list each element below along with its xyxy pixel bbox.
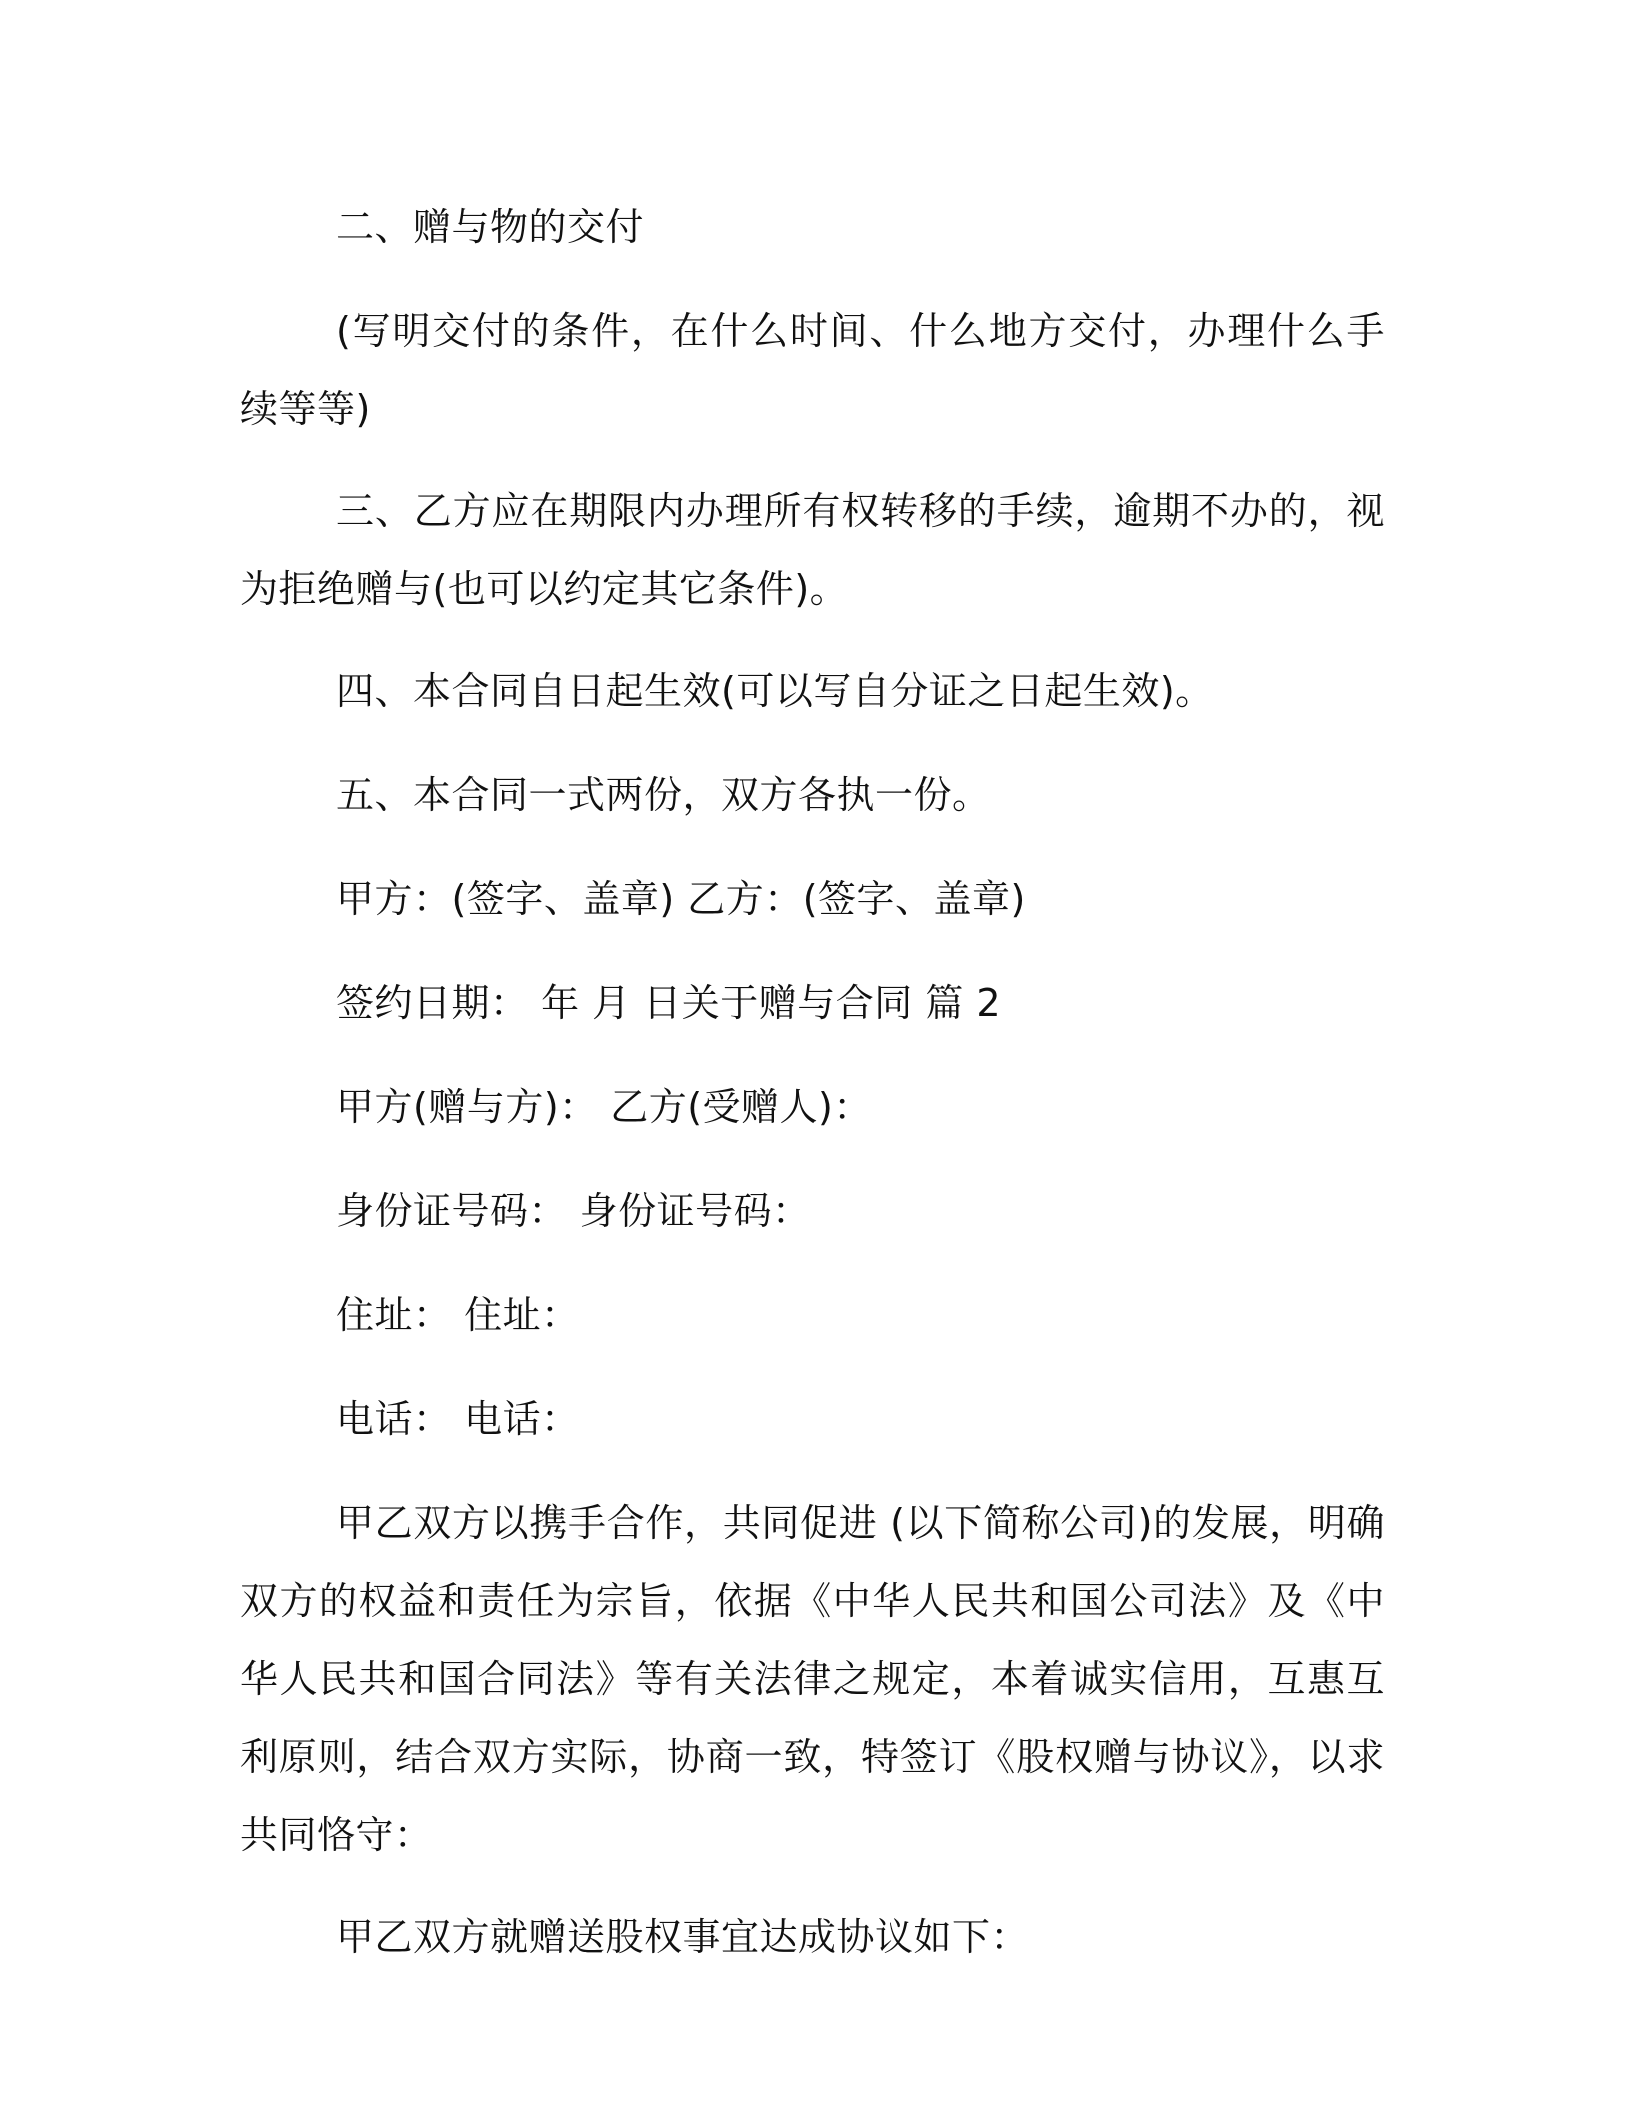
parties-line: 甲方(赠与方)： 乙方(受赠人)： bbox=[336, 1085, 872, 1129]
address-line: 住址： 住址： bbox=[336, 1293, 580, 1337]
id-number-line: 身份证号码： 身份证号码： bbox=[336, 1189, 811, 1233]
signature-line: 甲方：(签字、盖章) 乙方：(签字、盖章) bbox=[336, 877, 1026, 921]
clause-effective: 四、本合同自日起生效(可以写自分证之日起生效)。 bbox=[336, 669, 1214, 713]
document-body bbox=[240, 188, 1385, 2002]
clause-transfer: 三、乙方应在期限内办理所有权转移的手续，逾期不办的，视为拒绝赠与(也可以约定其它条件)。 bbox=[240, 489, 1385, 611]
phone-line: 电话： 电话： bbox=[336, 1397, 580, 1441]
signing-date-line: 签约日期： 年 月 日关于赠与合同 篇 2 bbox=[336, 981, 1002, 1025]
delivery-note: (写明交付的条件，在什么时间、什么地方交付，办理什么手续等等) bbox=[240, 309, 1385, 431]
clause-copies: 五、本合同一式两份，双方各执一份。 bbox=[336, 773, 991, 817]
section-heading-delivery: 二、赠与物的交付 bbox=[336, 205, 645, 249]
preamble-paragraph: 甲乙双方以携手合作，共同促进 (以下简称公司)的发展，明确双方的权益和责任为宗旨，依据《中华人民共和国公司法》及《中华人民共和国合同法》等有关法律之规定，本着诚实信用，互惠互利原则，结合双方实际，协商一致，特签订《股权赠与协议》，以求共同恪守： bbox=[240, 1501, 1385, 1857]
agreement-intro: 甲乙双方就赠送股权事宜达成协议如下： bbox=[336, 1915, 1030, 1959]
